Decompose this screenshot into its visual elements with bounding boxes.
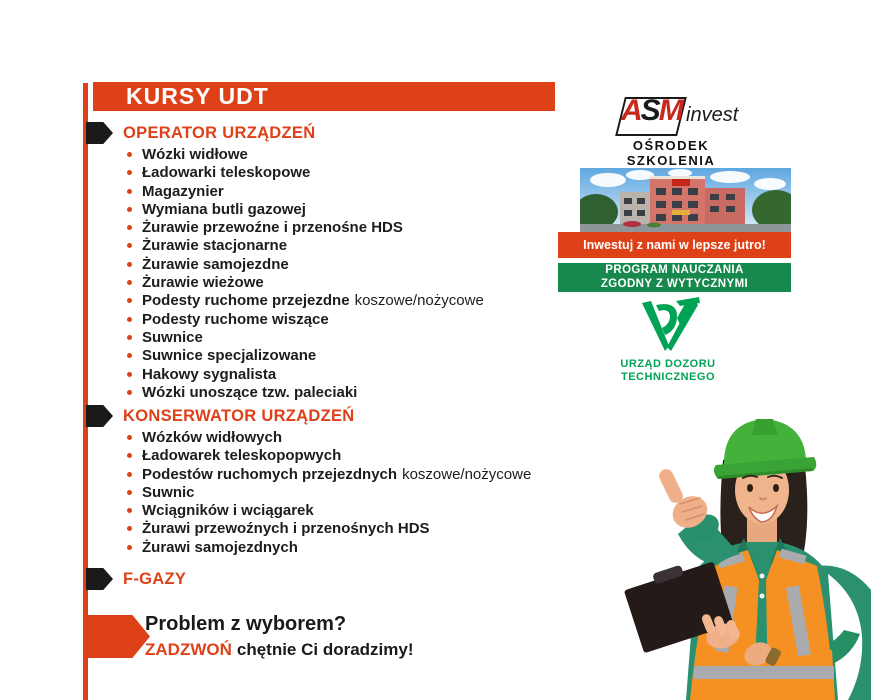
bullet-icon (127, 189, 132, 194)
green-banner-line2: ZGODNY Z WYTYCZNYMI (600, 277, 749, 290)
asm-logo: ASM (621, 94, 682, 127)
section-fgazy-heading (123, 567, 186, 591)
bullet-icon (127, 545, 132, 550)
cta-rest: chętnie Ci doradzimy! (236, 640, 414, 659)
list-item: Żurawie wieżowe (127, 274, 484, 292)
list-item: Wózki unoszące tzw. paleciaki (127, 384, 484, 402)
list-item: Wózki widłowe (127, 146, 484, 164)
orange-slogan-banner (558, 232, 791, 258)
course-list-operator (127, 146, 484, 402)
bullet-icon (127, 335, 132, 340)
bullet-icon (127, 353, 132, 358)
list-item: Żurawie stacjonarne (127, 237, 484, 255)
green-banner-line1: PROGRAM NAUCZANIA (605, 264, 744, 276)
list-item: Suwnice (127, 329, 484, 347)
section-heading-text: F-GAZY (123, 570, 187, 588)
bullet-icon (127, 243, 132, 248)
cta-answer (145, 640, 414, 660)
bullet-icon (127, 435, 132, 440)
udt-logo-icon (636, 296, 700, 354)
left-accent-bar (83, 83, 88, 700)
list-item: Hakowy sygnalista (127, 366, 484, 384)
list-item: Magazynier (127, 183, 484, 201)
bullet-icon (127, 453, 132, 458)
bullet-icon (127, 390, 132, 395)
black-arrow-icon (86, 122, 113, 144)
bullet-icon (127, 207, 132, 212)
orange-arrow-icon (87, 615, 150, 658)
trainer-photo-illustration (620, 408, 871, 700)
list-item: Wciągników i wciągarek (127, 502, 531, 520)
udt-name-line2: TECHNICZNEGO (621, 371, 715, 383)
bullet-icon (127, 372, 132, 377)
list-item: Żurawie samojezdne (127, 256, 484, 274)
list-item: Podestów ruchomych przejezdnych koszowe/nożycowe (127, 466, 531, 484)
list-item: Podesty ruchome wiszące (127, 311, 484, 329)
bullet-icon (127, 280, 132, 285)
building-photo-illustration (580, 168, 791, 232)
bullet-icon (127, 225, 132, 230)
list-item: Podesty ruchome przejezdne koszowe/nożycowe (127, 292, 484, 310)
list-item: Wózków widłowych (127, 429, 531, 447)
bullet-icon (127, 472, 132, 477)
black-arrow-icon (86, 405, 113, 427)
bullet-icon (127, 317, 132, 322)
bullet-icon (127, 526, 132, 531)
cta (145, 613, 414, 660)
section-konserwator-heading (123, 404, 355, 428)
page-title: KURSY UDT (126, 83, 269, 109)
list-item: Ładowarki teleskopowe (127, 164, 484, 182)
bullet-icon (127, 490, 132, 495)
section-heading-text: OPERATOR URZĄDZEŃ (123, 124, 316, 142)
orange-slogan-text: Inwestuj z nami w lepsze jutro! (583, 238, 766, 252)
list-item: Ładowarek teleskopopwych (127, 447, 531, 465)
cta-highlight: ZADZWOŃ (145, 640, 232, 659)
bullet-icon (127, 508, 132, 513)
bullet-icon (127, 152, 132, 157)
bullet-icon (127, 262, 132, 267)
section-heading-text: KONSERWATOR URZĄDZEŃ (123, 407, 355, 425)
bullet-icon (127, 298, 132, 303)
asm-logo-invest: invest (686, 104, 739, 126)
title-banner (93, 82, 555, 111)
udt-logo (593, 296, 743, 384)
list-item: Żurawie przewoźne i przenośne HDS (127, 219, 484, 237)
building-photo (580, 168, 791, 232)
list-item: Żurawi samojezdnych (127, 539, 531, 557)
bullet-icon (127, 170, 132, 175)
list-item: Suwnice specjalizowane (127, 347, 484, 365)
training-center-subtitle: OŚRODEK SZKOLENIA (626, 138, 716, 168)
section-operator-heading (123, 121, 315, 145)
list-item: Wymiana butli gazowej (127, 201, 484, 219)
black-arrow-icon (86, 568, 113, 590)
course-list-konserwator (127, 429, 531, 557)
udt-name-line1: URZĄD DOZORU (620, 358, 716, 370)
cta-question: Problem z wyborem? (145, 613, 347, 635)
udt-name (593, 358, 743, 384)
list-item: Żurawi przewoźnych i przenośnych HDS (127, 520, 531, 538)
list-item: Suwnic (127, 484, 531, 502)
green-program-banner (558, 263, 791, 292)
